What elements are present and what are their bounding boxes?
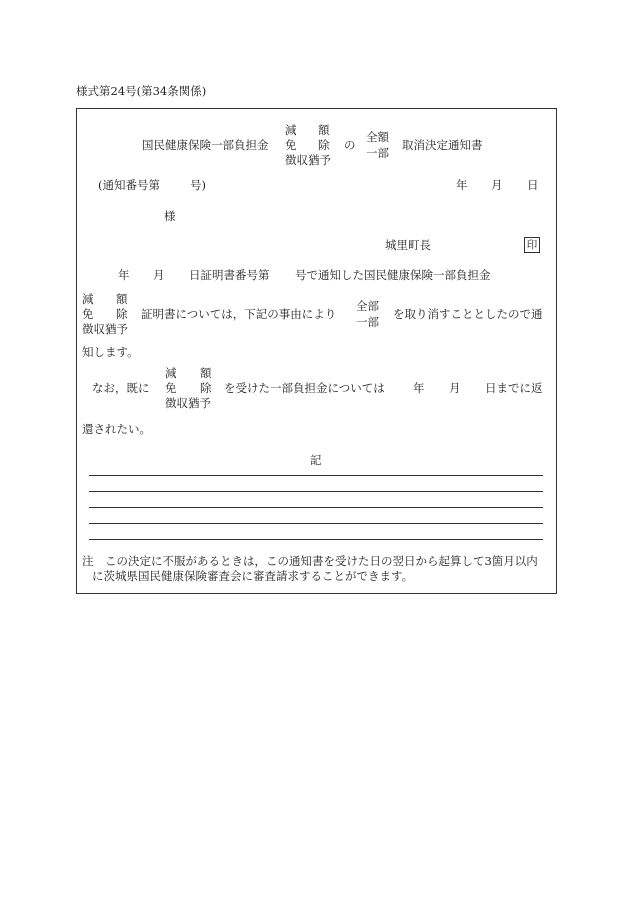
title-particle: の <box>344 138 356 152</box>
body2-type-jo: 除 <box>116 307 128 321</box>
body2-scope-all: 全部 <box>356 299 379 313</box>
issuer: 城里町長 <box>385 238 431 252</box>
title-type-men: 免 <box>285 138 297 152</box>
note-line1: 注 この決定に不服があるときは，この通知書を受けた日の翌日から起算して3箇月以内 <box>82 554 538 568</box>
title-tail: 取消決定通知書 <box>402 138 483 152</box>
body2-type-men: 免 <box>82 307 94 321</box>
title-type-yuyo: 徴収猶予 <box>285 153 331 167</box>
date-day: 日 <box>527 178 539 192</box>
reason-line <box>89 523 543 524</box>
body-day-cert: 日証明書番号第 <box>189 268 270 282</box>
body4-type-men: 免 <box>165 381 177 395</box>
title-type-jo: 除 <box>318 138 330 152</box>
title-type-gen: 減 <box>285 123 297 137</box>
body4-type-gaku: 額 <box>200 366 212 380</box>
body-year: 年 <box>118 268 130 282</box>
body2-cert-text: 証明書については，下記の事由により <box>141 307 337 321</box>
body-month: 月 <box>153 268 165 282</box>
body3-text: 知します。 <box>82 345 139 359</box>
body4-until: 日までに返 <box>485 381 543 395</box>
date-year: 年 <box>456 178 468 192</box>
note-line2: に茨城県国民健康保険審査会に審査請求することができます。 <box>92 569 414 583</box>
body4-lead: なお，既に <box>92 381 150 395</box>
title-scope-all: 全額 <box>366 130 389 144</box>
body5-text: 還されたい。 <box>82 422 151 436</box>
reason-line <box>89 539 543 540</box>
ki-heading: 記 <box>310 453 322 467</box>
date-month: 月 <box>491 178 503 192</box>
notice-number-open: (通知番号第 <box>98 178 160 192</box>
seal-mark: 印 <box>524 237 540 253</box>
body-notified: 号で通知した国民健康保険一部負担金 <box>295 268 491 282</box>
body4-year: 年 <box>413 381 425 395</box>
reason-line <box>89 491 543 492</box>
body4-received: を受けた一部負担金については <box>224 381 385 395</box>
reason-line <box>89 507 543 508</box>
body4-type-jo: 除 <box>200 381 212 395</box>
body2-type-yuyo: 徴収猶予 <box>82 322 128 336</box>
reason-line <box>89 475 543 476</box>
body4-type-gen: 減 <box>165 366 177 380</box>
body4-month: 月 <box>449 381 461 395</box>
body2-cancel-text: を取り消すこととしたので通 <box>393 307 543 321</box>
body2-type-gaku: 額 <box>116 292 128 306</box>
body2-scope-part: 一部 <box>356 315 379 329</box>
title-lead: 国民健康保険一部負担金 <box>142 138 269 152</box>
addressee-suffix: 様 <box>164 209 176 223</box>
title-scope-part: 一部 <box>366 146 389 160</box>
title-type-gaku: 額 <box>318 123 330 137</box>
form-id: 様式第24号(第34条関係) <box>76 84 207 98</box>
body2-type-gen: 減 <box>82 292 94 306</box>
body4-type-yuyo: 徴収猶予 <box>165 396 211 410</box>
notice-number-close: 号) <box>190 178 206 192</box>
